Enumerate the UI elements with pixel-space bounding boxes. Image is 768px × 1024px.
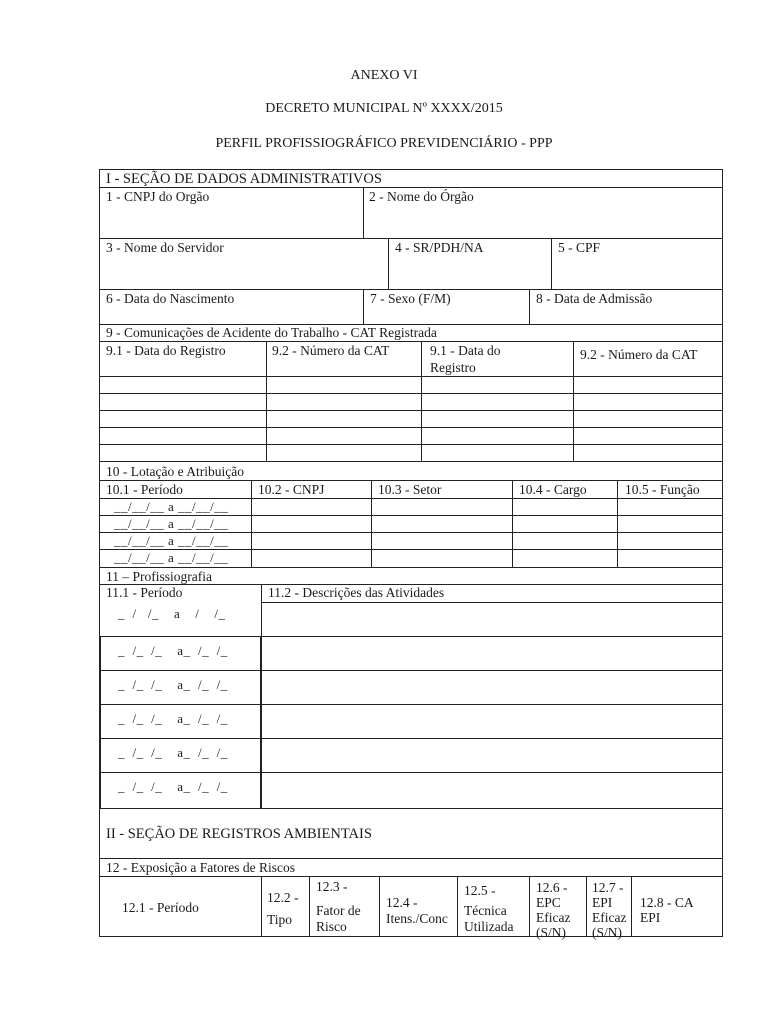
riscos-col-tipo: 12.2 -: [267, 890, 299, 905]
riscos-col-epc-line2: EPC: [536, 895, 561, 910]
cat-col-data-registro-2-line2: Registro: [430, 360, 476, 375]
profissiografia-period-6[interactable]: _ /_ /_ a_ /_ /_: [118, 779, 228, 794]
riscos-col-ca-epi-line2: EPI: [640, 910, 661, 925]
field-sexo[interactable]: 7 - Sexo (F/M): [370, 291, 451, 306]
lotacao-col-cargo: 10.4 - Cargo: [519, 482, 587, 497]
cat-section-title: 9 - Comunicações de Acidente do Trabalho - CAT Registrada: [106, 325, 437, 340]
profissiografia-period-5[interactable]: _ /_ /_ a_ /_ /_: [118, 745, 228, 760]
lotacao-col-funcao: 10.5 - Função: [625, 482, 700, 497]
riscos-col-fator-line3: Risco: [316, 919, 347, 934]
lotacao-period-2[interactable]: __/__/__ a __/__/__: [114, 516, 229, 531]
decree-title: DECRETO MUNICIPAL Nº XXXX/2015: [265, 101, 503, 116]
ppp-form: [99, 169, 723, 940]
riscos-col-tecnica: 12.5 -: [464, 883, 496, 898]
lotacao-col-cnpj: 10.2 - CNPJ: [258, 482, 325, 497]
profissiografia-period-2[interactable]: _ /_ /_ a_ /_ /_: [118, 643, 228, 658]
annex-title: ANEXO VI: [350, 68, 418, 83]
riscos-col-epi-line3: Eficaz: [592, 910, 627, 925]
riscos-col-periodo: 12.1 - Período: [122, 900, 199, 915]
lotacao-period-3[interactable]: __/__/__ a __/__/__: [114, 533, 229, 548]
riscos-col-epi-line4: (S/N): [592, 925, 622, 940]
lotacao-col-setor: 10.3 - Setor: [378, 482, 442, 497]
riscos-col-epi: 12.7 -: [592, 880, 624, 895]
field-data-admissao[interactable]: 8 - Data de Admissão: [536, 291, 653, 306]
riscos-col-itens: 12.4 -: [386, 895, 418, 910]
document-title: PERFIL PROFISSIOGRÁFICO PREVIDENCIÁRIO - PPP: [215, 136, 553, 151]
lotacao-section-title: 10 - Lotação e Atribuição: [106, 464, 244, 479]
profissiografia-period-3[interactable]: _ /_ /_ a_ /_ /_: [118, 677, 228, 692]
profissiografia-period-4[interactable]: _ /_ /_ a_ /_ /_: [118, 711, 228, 726]
field-cnpj-orgao[interactable]: 1 - CNPJ do Orgão: [106, 189, 210, 204]
profissiografia-col-periodo: 11.1 - Período: [106, 585, 183, 600]
lotacao-period-1[interactable]: __/__/__ a __/__/__: [114, 499, 229, 514]
riscos-section-title: 12 - Exposição a Fatores de Riscos: [106, 860, 295, 875]
section-administrative-title: I - SEÇÃO DE DADOS ADMINISTRATIVOS: [106, 171, 382, 187]
riscos-col-tipo-line2: Tipo: [267, 912, 293, 927]
field-nome-servidor[interactable]: 3 - Nome do Servidor: [106, 240, 224, 255]
field-sr-pdh-na[interactable]: 4 - SR/PDH/NA: [395, 240, 484, 255]
riscos-col-epi-line2: EPI: [592, 895, 613, 910]
profissiografia-period-1[interactable]: _ / /_ a / /_: [118, 606, 226, 621]
profissiografia-col-descricoes: 11.2 - Descrições das Atividades: [268, 585, 445, 600]
cat-col-data-registro-2: 9.1 - Data do: [430, 343, 501, 358]
lotacao-period-4[interactable]: __/__/__ a __/__/__: [114, 550, 229, 565]
riscos-col-tecnica-line3: Utilizada: [464, 919, 514, 934]
cat-col-numero-cat-2: 9.2 - Número da CAT: [580, 347, 698, 362]
profissiografia-section-title: 11 – Profissiografia: [106, 569, 212, 584]
riscos-col-tecnica-line2: Técnica: [464, 903, 507, 918]
riscos-col-ca-epi: 12.8 - CA: [640, 895, 694, 910]
lotacao-col-periodo: 10.1 - Período: [106, 482, 183, 497]
section-environmental-title: II - SEÇÃO DE REGISTROS AMBIENTAIS: [106, 826, 372, 842]
riscos-col-epc-line3: Eficaz: [536, 910, 571, 925]
cat-col-data-registro: 9.1 - Data do Registro: [106, 343, 226, 358]
field-cpf[interactable]: 5 - CPF: [558, 240, 601, 255]
riscos-col-itens-line2: Itens./Conc: [386, 911, 448, 926]
riscos-col-fator: 12.3 -: [316, 879, 348, 894]
riscos-col-epc-line4: (S/N): [536, 925, 566, 940]
riscos-col-fator-line2: Fator de: [316, 903, 361, 918]
cat-col-numero-cat: 9.2 - Número da CAT: [272, 343, 390, 358]
field-nome-orgao[interactable]: 2 - Nome do Órgão: [369, 189, 474, 204]
riscos-col-epc: 12.6 -: [536, 880, 568, 895]
field-data-nascimento[interactable]: 6 - Data do Nascimento: [106, 291, 235, 306]
